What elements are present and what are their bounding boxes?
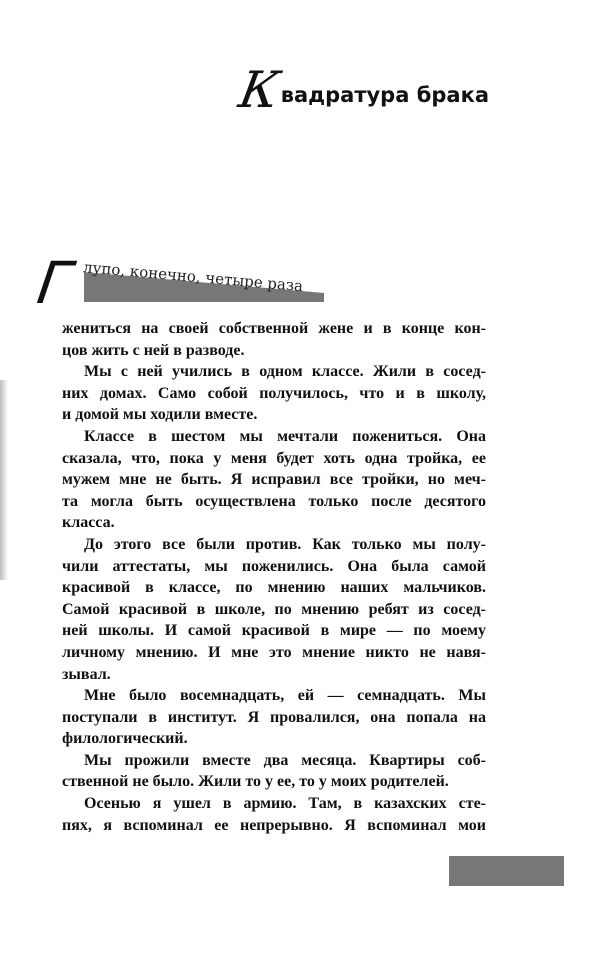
text-line: филологический. [62,730,188,748]
chapter-header [234,61,489,119]
text-line: них домах. Само собой получилось, что и в школу, [62,384,486,402]
text-line: ней школы. И самой красивой в мире — по моему [62,622,486,640]
text-line: Мы с ней учились в одном классе. Жили в сосед- [84,363,486,381]
body-text [62,318,486,836]
text-line: красивой в классе, по мнению наших мальчиков. [62,579,486,597]
text-line: цов жить с ней в разводе. [62,341,245,359]
text-line: Осенью я ушел в армию. Там, в казахских сте- [84,795,486,813]
text-line: Самой красивой в школе, по мнению ребят из сосед- [62,600,486,618]
text-line: класса. [62,514,115,532]
text-line: ственной не было. Жили то у ее, то у моих родителей. [62,773,449,791]
text-line: жениться на своей собственной жене и в конце кон- [62,320,486,337]
scan-edge-shadow [0,380,8,580]
text-line: и домой мы ходили вместе. [62,406,258,424]
text-line: та могла быть осуществлена только после десятого [62,492,486,510]
text-line: Классе в шестом мы мечтали пожениться. Она [84,427,486,445]
text-line: личному мнению. И мне это мнение никто не навя- [62,643,486,661]
text-line: чили аттестаты, мы поженились. Она была самой [62,557,486,575]
gray-bar-decoration [449,856,564,886]
text-line: До этого все были против. Как только мы полу- [84,535,486,553]
text-line: сказала, что, пока у меня будет хоть одна тройка, ее [62,449,486,467]
header-title: вадратура брака [280,83,489,107]
lead-in-text: лупо, конечно, четыре раза [82,258,304,296]
text-line: Мне было восемнадцать, ей — семнадцать. Мы [84,687,486,705]
text-line: Мы прожили вместе два месяца. Квартиры соб- [84,751,486,769]
text-line: мужем мне не быть. Я исправил все тройки, но меч- [62,471,486,489]
text-line: пях, я вспоминал ее непрерывно. Я вспоминал мои [62,816,486,834]
header-initial: К [234,61,284,119]
text-line: зывал. [62,665,111,683]
drop-cap: Г [33,249,76,317]
text-line: поступали в институт. Я провалился, она попала на [62,708,486,726]
lead-in [84,258,324,298]
